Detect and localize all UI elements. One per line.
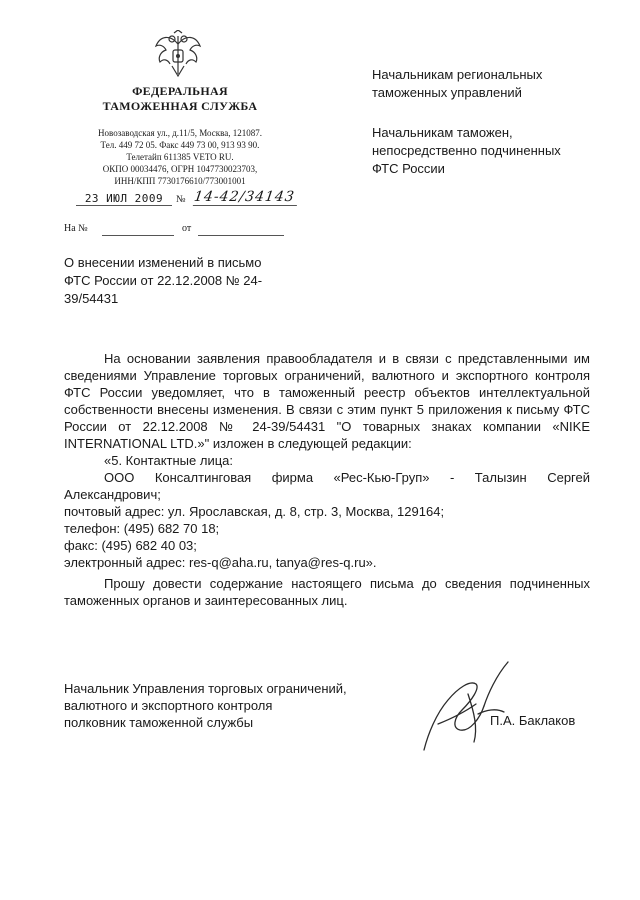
body-paragraph-main: На основании заявления правообладателя и в связи с представленными им сведениями Управление торговых ограничений, валютного и экспортного контроля ФТС России уведомляет, что в таможенный реестр объектов интеллектуальной собственности внесены изменения. В связи с этим пункт 5 приложения к письму ФТС России от 22.12.2008 № 24-39/54431 "О товарных знаках компании «NIKE INTERNATIONAL LTD.»" изложен в следующей редакции: — [64, 351, 590, 451]
contact-fax: факс: (495) 682 40 03; — [64, 538, 197, 553]
request-paragraph: Прошу довести содержание настоящего письма до сведения подчиненных таможенных органов и заинтересованных лиц. — [64, 576, 590, 608]
outgoing-number-label: № — [176, 194, 186, 205]
organization-name — [60, 84, 300, 114]
incoming-date-blank — [198, 235, 284, 236]
incoming-date-label: от — [182, 223, 192, 234]
point-five-heading: «5. Контактные лица: — [104, 453, 233, 468]
addressee-line: непосредственно подчиненных — [372, 143, 561, 158]
address-line: Новозаводская ул., д.11/5, Москва, 121087. — [98, 128, 262, 138]
incoming-number-label: На № — [64, 223, 88, 234]
letter-subject — [64, 254, 294, 308]
addressee-line: таможенных управлений — [372, 85, 522, 100]
outgoing-reference — [62, 189, 302, 210]
contact-email: электронный адрес: res-q@aha.ru, tanya@res-q.ru». — [64, 555, 377, 570]
outgoing-number-handwritten: 14-42/34143 — [193, 189, 299, 206]
postal-address: почтовый адрес: ул. Ярославская, д. 8, стр. 3, Москва, 129164; — [64, 504, 445, 519]
incoming-reference — [64, 223, 304, 239]
signatory-title — [64, 680, 384, 731]
org-name-line2: ТАМОЖЕННАЯ СЛУЖБА — [102, 99, 258, 113]
addressee-regional-directorates — [372, 66, 612, 102]
inn-kpp-line: ИНН/КПП 7730176610/773001001 — [114, 176, 246, 186]
subject-line: ФТС России от 22.12.2008 № 24- — [64, 273, 263, 288]
letter-body — [64, 350, 590, 609]
outgoing-date-stamp: 23 ИЮЛ 2009 — [76, 192, 172, 206]
incoming-number-blank — [102, 235, 174, 236]
addressee-line: ФТС России — [372, 161, 445, 176]
addressee-line: Начальникам таможен, — [372, 125, 513, 140]
teletype-line: Телетайп 611385 VETO RU. — [126, 152, 234, 162]
addressee-customs-heads — [372, 124, 612, 178]
contact-phone: телефон: (495) 682 70 18; — [64, 521, 220, 536]
subject-line: 39/54431 — [64, 291, 119, 306]
signatory-title-line: полковник таможенной службы — [64, 715, 254, 730]
signatory-name: П.А. Баклаков — [490, 713, 576, 728]
signatory-title-line: валютного и экспортного контроля — [64, 698, 273, 713]
addressee-line: Начальникам региональных — [372, 67, 543, 82]
contact-person-patronymic: Александрович; — [64, 487, 161, 502]
handwritten-signature — [418, 654, 530, 758]
signatory-title-line: Начальник Управления торговых ограничений, — [64, 681, 347, 696]
okpo-ogrn-line: ОКПО 00034476, ОГРН 1047730023703, — [102, 164, 258, 174]
org-name-line1: ФЕДЕРАЛЬНАЯ — [132, 84, 228, 98]
contact-company-line: ООО Консалтинговая фирма «Рес-Кью-Груп» - Талызин Сергей — [104, 470, 590, 485]
subject-line: О внесении изменений в письмо — [64, 255, 262, 270]
state-emblem-icon — [152, 30, 204, 80]
phone-fax-line: Тел. 449 72 05. Факс 449 73 00, 913 93 90. — [100, 140, 260, 150]
